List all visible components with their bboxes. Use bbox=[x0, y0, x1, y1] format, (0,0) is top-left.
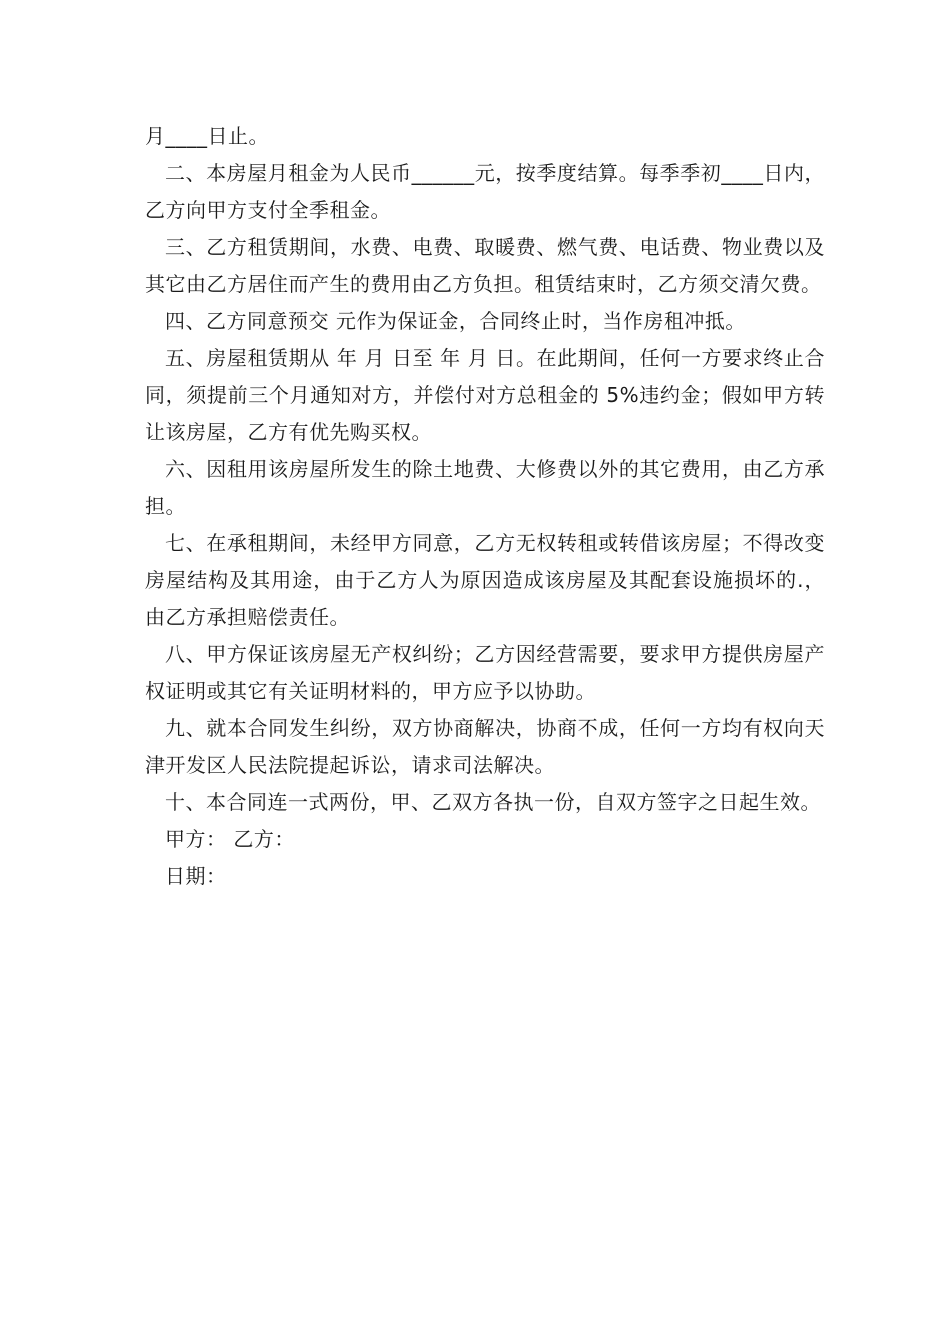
signature-date: 日期： bbox=[165, 864, 227, 888]
paragraph-rent: 二、本房屋月租金为人民币______元，按季度结算。每季季初____日内，乙方向甲方支付全季租金。 bbox=[145, 161, 825, 222]
paragraph-title-guarantee: 八、甲方保证该房屋无产权纠纷；乙方因经营需要，要求甲方提供房屋产权证明或其它有关证明材料的，甲方应予以协助。 bbox=[145, 642, 825, 703]
signature-parties: 甲方： 乙方： bbox=[165, 827, 295, 851]
paragraph-disputes: 九、就本合同发生纠纷，双方协商解决，协商不成，任何一方均有权向天津开发区人民法院提起诉讼，请求司法解决。 bbox=[145, 716, 825, 777]
paragraph-effectiveness: 十、本合同连一式两份，甲、乙双方各执一份，自双方签字之日起生效。 bbox=[165, 790, 821, 814]
paragraph-sublease: 七、在承租期间，未经甲方同意，乙方无权转租或转借该房屋；不得改变房屋结构及其用途，由于乙方人为原因造成该房屋及其配套设施损坏的.，由乙方承担赔偿责任。 bbox=[145, 531, 825, 629]
paragraph-deposit: 四、乙方同意预交 元作为保证金，合同终止时，当作房租冲抵。 bbox=[165, 309, 746, 333]
paragraph-other-fees: 六、因租用该房屋所发生的除土地费、大修费以外的其它费用，由乙方承担。 bbox=[145, 457, 825, 518]
paragraph-utilities: 三、乙方租赁期间，水费、电费、取暖费、燃气费、电话费、物业费以及其它由乙方居住而产生的费用由乙方负担。租赁结束时，乙方须交清欠费。 bbox=[145, 235, 825, 296]
paragraph-lease-end: 月____日止。 bbox=[145, 124, 269, 148]
paragraph-lease-term: 五、房屋租赁期从 年 月 日至 年 月 日。在此期间，任何一方要求终止合同，须提前三个月通知对方，并偿付对方总租金的 5%违约金；假如甲方转让该房屋，乙方有优先购买权。 bbox=[145, 346, 825, 444]
document-body bbox=[145, 118, 825, 895]
